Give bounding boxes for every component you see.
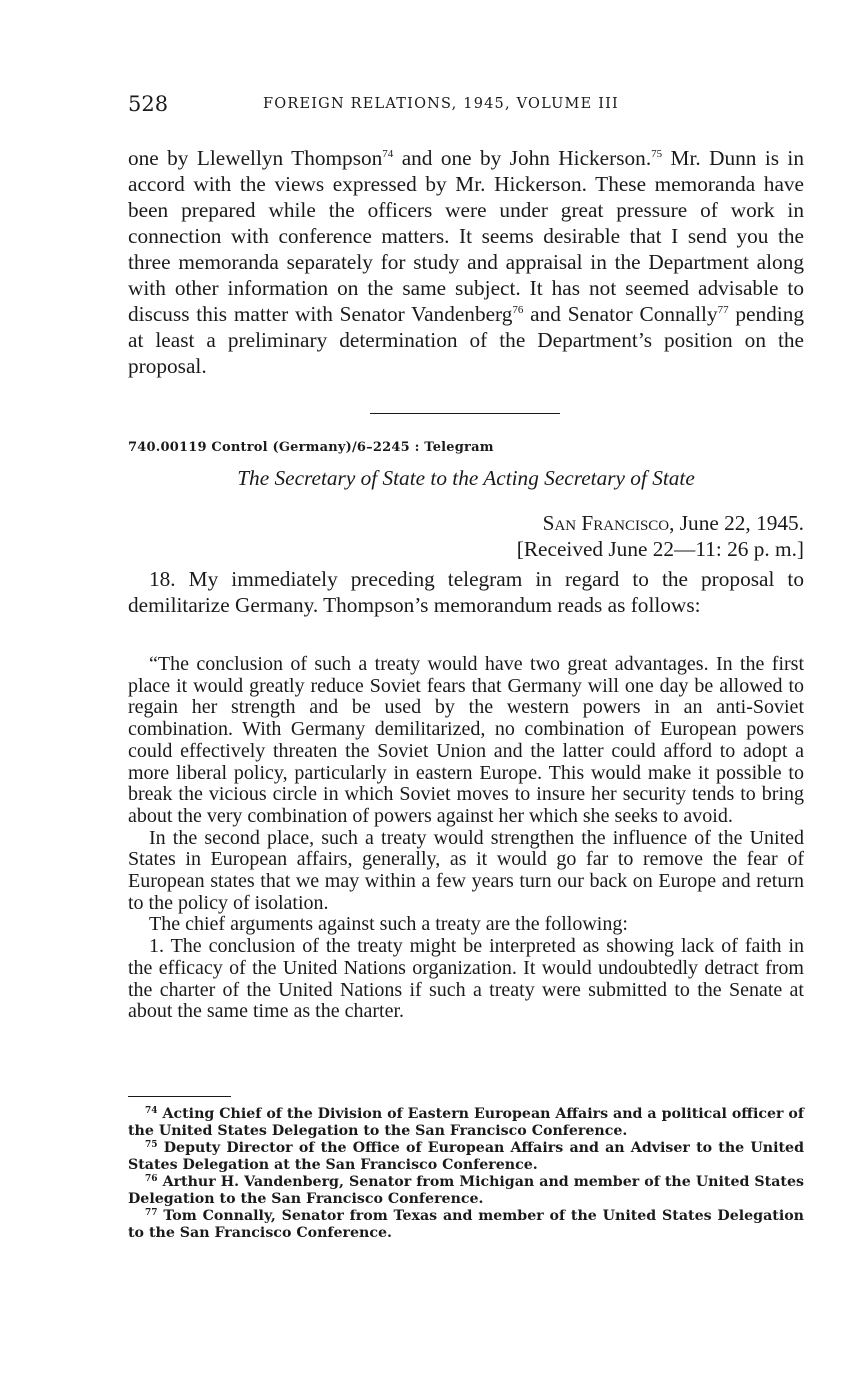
footnote-text: Deputy Director of the Office of European Affairs and an Adviser to the United States Delegation at the San Francisco Conference. <box>128 1140 804 1173</box>
footnote-number: 77 <box>145 1208 158 1218</box>
page-number: 528 <box>128 92 169 116</box>
quote-paragraph: The chief arguments against such a treaty are the following: <box>149 913 628 936</box>
received-line: [Received June 22—11: 26 p. m.] <box>516 537 804 561</box>
footnote-ref: 77 <box>717 304 729 316</box>
footnote <box>128 1106 804 1140</box>
dateline-place: San Francisco <box>542 511 670 535</box>
intro-paragraph <box>128 145 804 379</box>
footnote-number: 74 <box>145 1106 158 1116</box>
file-reference: 740.00119 Control (Germany)/6–2245 : Telegram <box>128 440 494 455</box>
intro-text: one by Llewellyn Thompson <box>128 146 383 170</box>
quote-paragraph: “The conclusion of such a treaty would have two great advantages. In the first place it would greatly reduce Soviet fears that Germany will one day be allowed to regain her strength and be used by the western powers in an anti-Soviet combination. With Germany demilitarized, no combination of European powers could effectively threaten the Soviet Union and the latter could afford to adopt a more liberal policy, particularly in eastern Europe. This would make it possible to break the vicious circle in which Soviet moves to insure her security tends to bring about the very combination of powers against her which she seeks to avoid. <box>128 653 804 827</box>
telegram-opening-text: 18. My immediately preceding telegram in regard to the proposal to demilitarize Germany. Thompson’s memorandum reads as follows: <box>128 567 804 617</box>
intro-text: pending at least a preliminary determination of the Department’s position on the proposal. <box>128 302 804 378</box>
footnote-number: 76 <box>145 1174 158 1184</box>
footnote <box>128 1208 804 1242</box>
document-title: The Secretary of State to the Acting Secretary of State <box>237 466 695 490</box>
footnote-number: 75 <box>145 1140 158 1150</box>
intro-text: and one by John Hickerson. <box>393 146 652 170</box>
quoted-memorandum <box>128 654 804 1023</box>
quote-paragraph: 1. The conclusion of the treaty might be interpreted as showing lack of faith in the efficacy of the United Nations organization. It would undoubtedly detract from the charter of the United Nations if such a treaty were submitted to the Senate at about the same time as the charter. <box>128 935 804 1023</box>
footnote-text: Tom Connally, Senator from Texas and member of the United States Delegation to the San Francisco Conference. <box>128 1208 804 1241</box>
dateline-date: , June 22, 1945. <box>669 511 804 535</box>
page-header <box>128 92 804 122</box>
footnote-text: Arthur H. Vandenberg, Senator from Michigan and member of the United States Delegation to the San Francisco Conference. <box>128 1174 804 1207</box>
running-head: FOREIGN RELATIONS, 1945, VOLUME III <box>263 96 619 112</box>
footnote-ref: 76 <box>512 304 524 316</box>
intro-text: and Senator Connally <box>523 302 718 326</box>
footnote-divider <box>128 1096 231 1097</box>
footnote-text: Acting Chief of the Division of Eastern European Affairs and a political officer of the United States Delegation to the San Francisco Conference. <box>128 1106 804 1139</box>
footnotes <box>128 1106 804 1242</box>
quote-paragraph: In the second place, such a treaty would strengthen the influence of the United States in European affairs, generally, as it would go far to remove the fear of European states that we may within a few years turn our back on Europe and return to the policy of isolation. <box>128 826 804 914</box>
section-divider <box>370 413 560 414</box>
footnote <box>128 1140 804 1174</box>
intro-text: Mr. Dunn is in accord with the views expressed by Mr. Hickerson. These memoranda have been prepared while the officers were under great pressure of work in connection with conference matters. It seems desirable that I send you the three memoranda separately for study and appraisal in the Department along with other information on the same subject. It has not seemed advisable to discuss this matter with Senator Vandenberg <box>128 146 804 326</box>
telegram-opening <box>128 566 804 618</box>
dateline <box>128 510 804 536</box>
footnote-ref: 75 <box>651 148 663 160</box>
footnote-ref: 74 <box>382 148 394 160</box>
footnote <box>128 1174 804 1208</box>
